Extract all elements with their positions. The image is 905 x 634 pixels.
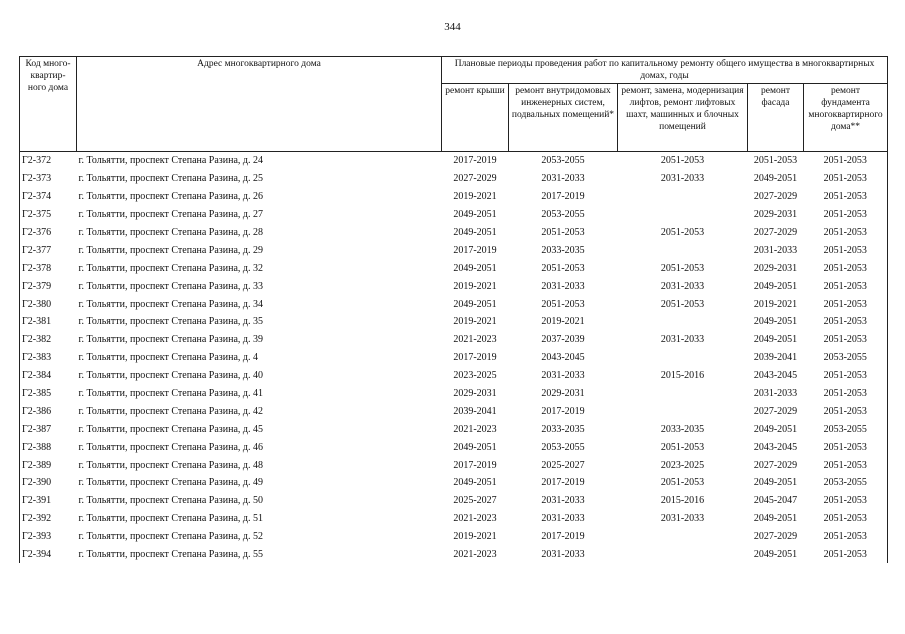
header-facade: ремонт фасада [748, 84, 804, 152]
table-row [20, 528, 888, 546]
cell-facade: 2019-2021 [753, 298, 798, 310]
cell-elevators: 2023-2025 [660, 459, 705, 471]
cell-code: Г2-377 [20, 241, 77, 259]
cell-facade: 2049-2051 [753, 513, 798, 525]
cell-foundation: 2053-2055 [804, 474, 888, 492]
cell-address: г. Тольятти, проспект Степана Разина, д. 25 [78, 173, 263, 185]
cell-elevators [618, 528, 748, 546]
header-systems: ремонт внутридомовых инженерных систем, подвальных помещений* [509, 84, 618, 152]
cell-facade: 2027-2029 [753, 227, 798, 238]
cell-roof: 2017-2019 [453, 459, 497, 471]
cell-address: г. Тольятти, проспект Степана Разина, д. 52 [78, 531, 263, 543]
cell-code: Г2-394 [20, 546, 77, 564]
cell-systems: 2019-2021 [541, 316, 585, 328]
cell-systems: 2017-2019 [541, 405, 585, 417]
cell-roof: 2049-2051 [453, 262, 497, 274]
table-row [20, 152, 888, 170]
cell-systems: 2025-2027 [541, 459, 585, 471]
cell-roof: 2049-2051 [453, 209, 497, 221]
cell-code: Г2-387 [20, 420, 77, 438]
cell-code: Г2-375 [20, 206, 77, 224]
table-row [20, 402, 888, 420]
table-body [20, 152, 888, 564]
cell-address: г. Тольятти, проспект Степана Разина, д. 39 [78, 334, 263, 346]
cell-elevators [618, 402, 748, 420]
cell-code: Г2-379 [20, 277, 77, 295]
cell-address: г. Тольятти, проспект Степана Разина, д. 4 [78, 352, 258, 364]
cell-foundation: 2051-2053 [804, 367, 888, 385]
cell-elevators: 2051-2053 [660, 298, 705, 310]
cell-facade: 2027-2029 [753, 191, 798, 203]
cell-foundation: 2051-2053 [804, 206, 888, 224]
cell-roof: 2021-2023 [453, 334, 497, 346]
cell-elevators: 2051-2053 [660, 262, 705, 274]
cell-elevators: 2051-2053 [660, 155, 705, 167]
table-row [20, 349, 888, 367]
cell-code: Г2-380 [20, 295, 77, 313]
cell-foundation: 2053-2055 [804, 349, 888, 367]
cell-elevators: 2031-2033 [660, 173, 705, 185]
cell-foundation: 2051-2053 [804, 295, 888, 313]
cell-facade: 2027-2029 [753, 459, 798, 471]
cell-systems: 2031-2033 [541, 495, 585, 507]
cell-systems: 2031-2033 [541, 370, 585, 382]
table-row [20, 420, 888, 438]
cell-code: Г2-378 [20, 259, 77, 277]
table-row [20, 188, 888, 206]
cell-facade: 2049-2051 [753, 280, 798, 292]
cell-foundation: 2051-2053 [804, 546, 888, 564]
cell-address: г. Тольятти, проспект Степана Разина, д. 24 [78, 155, 263, 167]
table-row [20, 510, 888, 528]
cell-elevators: 2051-2053 [660, 227, 705, 238]
cell-facade: 2051-2053 [753, 155, 798, 167]
cell-roof: 2049-2051 [453, 298, 497, 310]
cell-address: г. Тольятти, проспект Степана Разина, д. 33 [78, 280, 263, 292]
cell-roof: 2021-2023 [453, 513, 497, 525]
table-row [20, 170, 888, 188]
table-row [20, 277, 888, 295]
cell-foundation: 2051-2053 [804, 277, 888, 295]
cell-elevators [618, 313, 748, 331]
cell-foundation: 2051-2053 [804, 170, 888, 188]
cell-code: Г2-388 [20, 438, 77, 456]
cell-foundation: 2051-2053 [804, 402, 888, 420]
table-row [20, 438, 888, 456]
cell-systems: 2017-2019 [541, 191, 585, 203]
cell-code: Г2-391 [20, 492, 77, 510]
cell-systems: 2031-2033 [541, 513, 585, 525]
cell-code: Г2-390 [20, 474, 77, 492]
capital-repair-table [19, 56, 888, 563]
cell-facade: 2049-2051 [753, 423, 798, 435]
cell-systems: 2053-2055 [541, 441, 585, 453]
cell-roof: 2039-2041 [453, 405, 497, 417]
cell-roof: 2019-2021 [453, 280, 497, 292]
cell-systems: 2037-2039 [541, 334, 585, 346]
table-row [20, 546, 888, 564]
cell-roof: 2021-2023 [453, 423, 497, 435]
cell-address: г. Тольятти, проспект Степана Разина, д. 51 [78, 513, 263, 525]
cell-roof: 2019-2021 [453, 191, 497, 203]
cell-code: Г2-384 [20, 367, 77, 385]
header-address: Адрес многоквартирного дома [77, 57, 442, 152]
cell-facade: 2049-2051 [753, 477, 798, 489]
cell-address: г. Тольятти, проспект Степана Разина, д. 49 [78, 477, 263, 489]
cell-address: г. Тольятти, проспект Степана Разина, д. 34 [78, 298, 263, 310]
cell-elevators: 2031-2033 [660, 513, 705, 525]
cell-elevators [618, 349, 748, 367]
cell-roof: 2049-2051 [453, 477, 497, 489]
cell-facade: 2027-2029 [753, 405, 798, 417]
cell-roof: 2021-2023 [453, 549, 497, 561]
header-roof: ремонт крыши [442, 84, 509, 152]
cell-foundation: 2051-2053 [804, 224, 888, 242]
table-row [20, 331, 888, 349]
cell-elevators [618, 206, 748, 224]
cell-facade: 2031-2033 [753, 244, 798, 256]
cell-systems: 2033-2035 [541, 244, 585, 256]
cell-roof: 2017-2019 [453, 352, 497, 364]
cell-foundation: 2051-2053 [804, 259, 888, 277]
cell-roof: 2049-2051 [453, 227, 497, 238]
cell-roof: 2025-2027 [453, 495, 497, 507]
cell-systems: 2043-2045 [541, 352, 585, 364]
table-row [20, 241, 888, 259]
cell-roof: 2019-2021 [453, 316, 497, 328]
cell-elevators [618, 546, 748, 564]
cell-facade: 2043-2045 [753, 370, 798, 382]
cell-code: Г2-389 [20, 456, 77, 474]
cell-facade: 2043-2045 [753, 441, 798, 453]
cell-roof: 2023-2025 [453, 370, 497, 382]
cell-systems: 2051-2053 [541, 262, 585, 274]
cell-address: г. Тольятти, проспект Степана Разина, д. 29 [78, 244, 263, 256]
cell-address: г. Тольятти, проспект Степана Разина, д. 48 [78, 459, 263, 471]
cell-address: г. Тольятти, проспект Степана Разина, д. 55 [78, 549, 263, 561]
cell-foundation: 2051-2053 [804, 492, 888, 510]
table-row [20, 385, 888, 403]
cell-systems: 2017-2019 [541, 477, 585, 489]
cell-address: г. Тольятти, проспект Степана Разина, д. 40 [78, 370, 263, 382]
table-row [20, 367, 888, 385]
cell-facade: 2029-2031 [753, 209, 798, 221]
page-number: 344 [444, 21, 461, 33]
cell-foundation: 2051-2053 [804, 528, 888, 546]
cell-foundation: 2051-2053 [804, 188, 888, 206]
cell-systems: 2051-2053 [541, 298, 585, 310]
header-code: Код много-квартир-ного дома [20, 57, 77, 152]
cell-code: Г2-373 [20, 170, 77, 188]
cell-code: Г2-386 [20, 402, 77, 420]
cell-address: г. Тольятти, проспект Степана Разина, д. 45 [78, 423, 263, 435]
header-foundation: ремонт фундамента многоквартирного дома** [804, 84, 888, 152]
cell-facade: 2039-2041 [753, 352, 798, 364]
cell-elevators: 2015-2016 [660, 495, 705, 507]
cell-address: г. Тольятти, проспект Степана Разина, д. 50 [78, 495, 263, 507]
cell-address: г. Тольятти, проспект Степана Разина, д. 32 [78, 262, 263, 274]
cell-systems: 2029-2031 [541, 388, 585, 400]
cell-elevators [618, 241, 748, 259]
cell-code: Г2-383 [20, 349, 77, 367]
table-row [20, 295, 888, 313]
cell-elevators [618, 385, 748, 403]
cell-systems: 2053-2055 [541, 155, 585, 167]
cell-code: Г2-381 [20, 313, 77, 331]
cell-foundation: 2051-2053 [804, 438, 888, 456]
cell-roof: 2019-2021 [453, 531, 497, 543]
cell-address: г. Тольятти, проспект Степана Разина, д. 26 [78, 191, 263, 203]
cell-foundation: 2051-2053 [804, 313, 888, 331]
cell-systems: 2031-2033 [541, 549, 585, 561]
header-periods: Плановые периоды проведения работ по капитальному ремонту общего имущества в многоквартирных домах, годы [442, 57, 888, 84]
cell-address: г. Тольятти, проспект Степана Разина, д. 35 [78, 316, 263, 328]
cell-foundation: 2051-2053 [804, 385, 888, 403]
table-row [20, 206, 888, 224]
cell-systems: 2017-2019 [541, 531, 585, 543]
cell-address: г. Тольятти, проспект Степана Разина, д. 46 [78, 441, 263, 453]
table-row [20, 259, 888, 277]
cell-facade: 2049-2051 [753, 334, 798, 346]
cell-systems: 2031-2033 [541, 280, 585, 292]
cell-foundation: 2051-2053 [804, 456, 888, 474]
cell-systems: 2053-2055 [541, 209, 585, 221]
cell-roof: 2017-2019 [453, 155, 497, 167]
cell-code: Г2-382 [20, 331, 77, 349]
cell-facade: 2031-2033 [753, 388, 798, 400]
cell-systems: 2033-2035 [541, 423, 585, 435]
table-row [20, 456, 888, 474]
cell-roof: 2029-2031 [453, 388, 497, 400]
cell-code: Г2-374 [20, 188, 77, 206]
cell-elevators: 2031-2033 [660, 334, 705, 346]
cell-elevators [618, 188, 748, 206]
cell-code: Г2-385 [20, 385, 77, 403]
cell-foundation: 2051-2053 [804, 152, 888, 170]
cell-foundation: 2051-2053 [804, 510, 888, 528]
cell-code: Г2-372 [20, 152, 77, 170]
cell-facade: 2029-2031 [753, 262, 798, 274]
cell-code: Г2-376 [20, 224, 77, 242]
table-row [20, 224, 888, 242]
cell-elevators: 2033-2035 [660, 423, 705, 435]
cell-systems: 2031-2033 [541, 173, 585, 185]
table-row [20, 313, 888, 331]
cell-code: Г2-393 [20, 528, 77, 546]
cell-address: г. Тольятти, проспект Степана Разина, д. 28 [78, 227, 263, 238]
cell-facade: 2027-2029 [753, 531, 798, 543]
cell-roof: 2017-2019 [453, 244, 497, 256]
cell-facade: 2049-2051 [753, 316, 798, 328]
cell-address: г. Тольятти, проспект Степана Разина, д. 42 [78, 405, 263, 417]
cell-address: г. Тольятти, проспект Степана Разина, д. 41 [78, 388, 263, 400]
cell-systems: 2051-2053 [541, 227, 585, 238]
cell-elevators: 2015-2016 [660, 370, 705, 382]
cell-facade: 2049-2051 [753, 173, 798, 185]
cell-roof: 2027-2029 [453, 173, 497, 185]
cell-foundation: 2051-2053 [804, 331, 888, 349]
header-elevators: ремонт, замена, модернизация лифтов, ремонт лифтовых шахт, машинных и блочных помещений [618, 84, 748, 152]
cell-code: Г2-392 [20, 510, 77, 528]
table-row [20, 474, 888, 492]
table-row [20, 492, 888, 510]
cell-facade: 2045-2047 [753, 495, 798, 507]
cell-elevators: 2051-2053 [660, 441, 705, 453]
cell-elevators: 2031-2033 [660, 280, 705, 292]
cell-facade: 2049-2051 [753, 549, 798, 561]
cell-foundation: 2053-2055 [804, 420, 888, 438]
cell-address: г. Тольятти, проспект Степана Разина, д. 27 [78, 209, 263, 221]
cell-roof: 2049-2051 [453, 441, 497, 453]
cell-elevators: 2051-2053 [660, 477, 705, 489]
cell-foundation: 2051-2053 [804, 241, 888, 259]
